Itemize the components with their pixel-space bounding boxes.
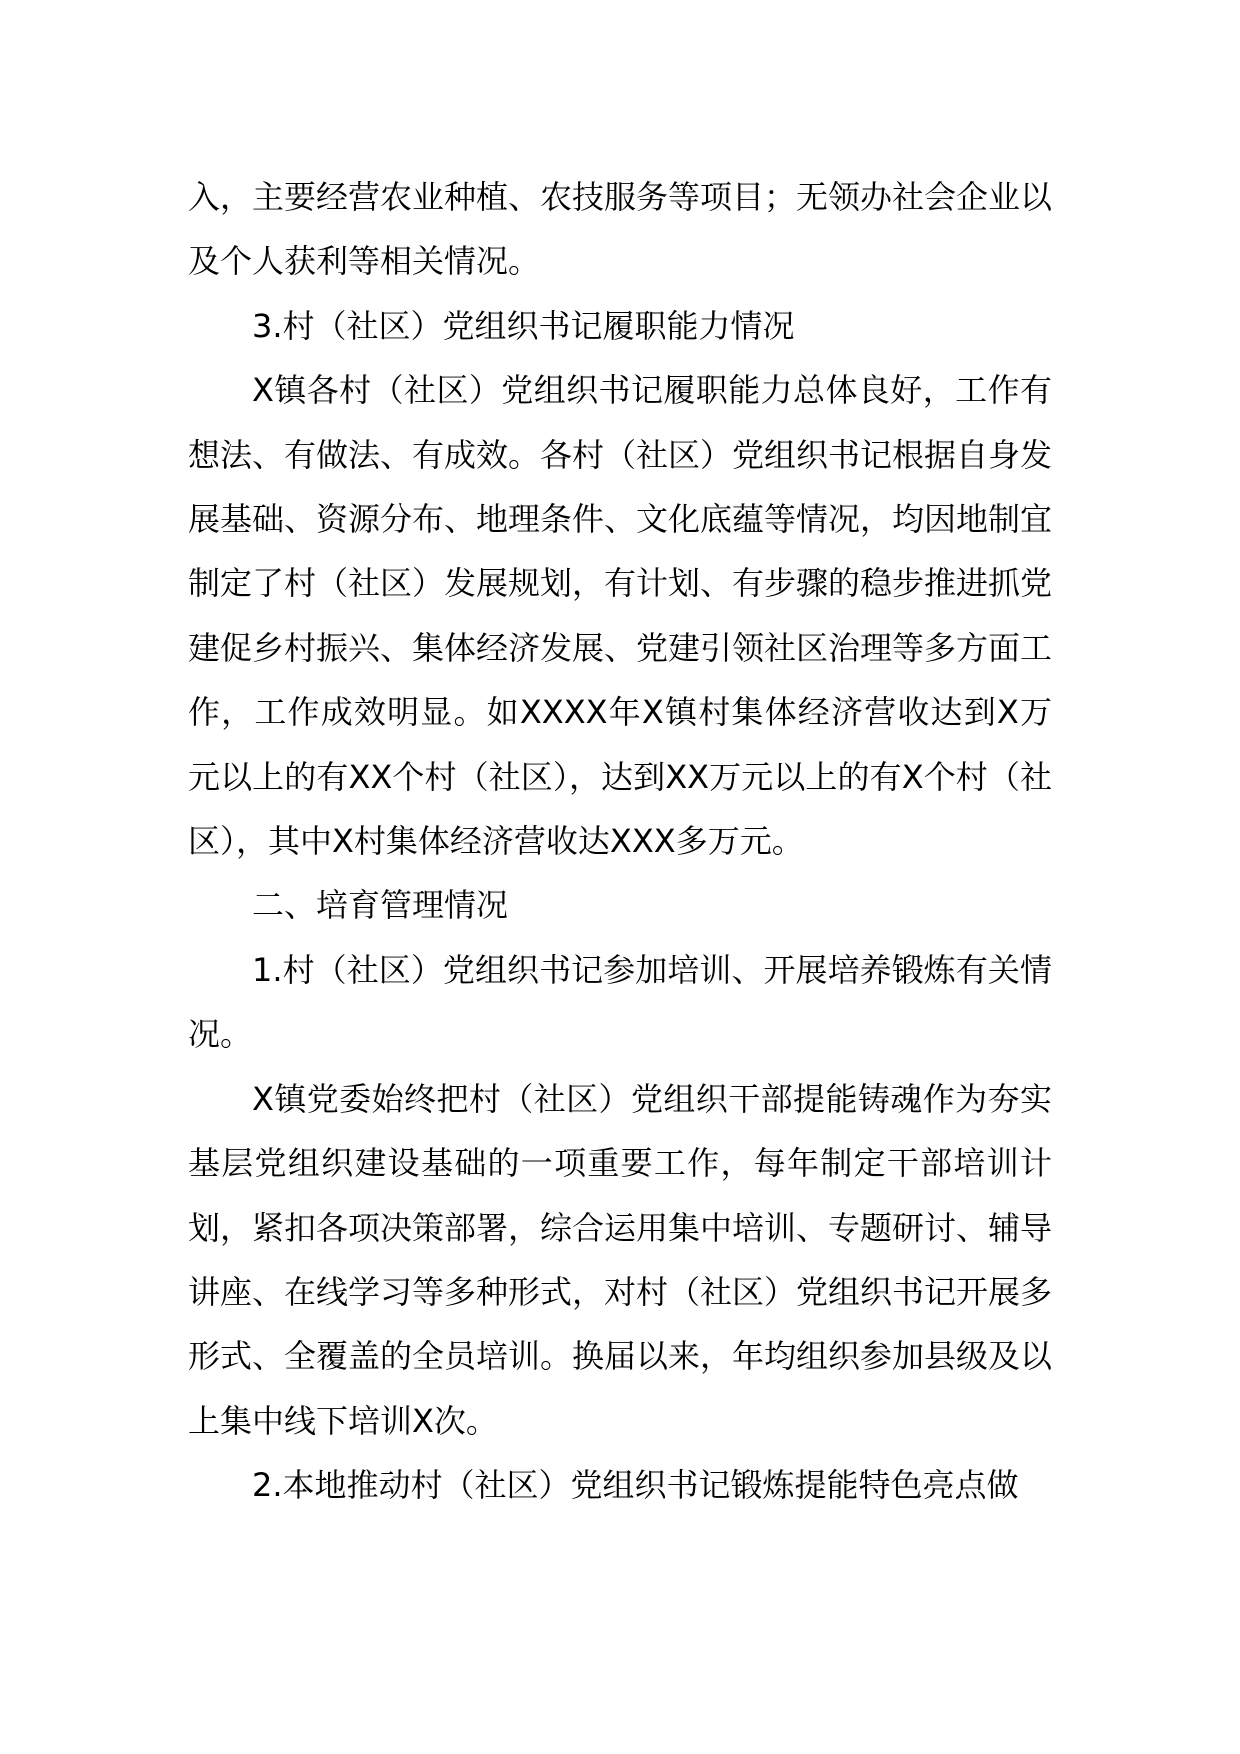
document-body	[188, 165, 1052, 1518]
paragraph-training: X镇党委始终把村（社区）党组织干部提能铸魂作为夯实基层党组织建设基础的一项重要工作，每年制定干部培训计划，紧扣各项决策部署，综合运用集中培训、专题研讨、辅导讲座、在线学习等多种形式，对村（社区）党组织书记开展多形式、全覆盖的全员培训。换届以来，年均组织参加县级及以上集中线下培训X次。	[188, 1079, 1053, 1440]
paragraph-performance: X镇各村（社区）党组织书记履职能力总体良好，工作有想法、有做法、有成效。各村（社区）党组织书记根据自身发展基础、资源分布、地理条件、文化底蕴等情况，均因地制宜制定了村（社区）发展规划，有计划、有步骤的稳步推进抓党建促乡村振兴、集体经济发展、党建引领社区治理等多方面工作，工作成效明显。如XXXX年X镇村集体经济营收达到X万元以上的有XX个村（社区），达到XX万元以上的有X个村（社区），其中X村集体经济营收达XXX多万元。	[188, 371, 1053, 861]
paragraph-continuation: 入，主要经营农业种植、农技服务等项目；无领办社会企业以及个人获利等相关情况。	[188, 178, 1053, 281]
subheading-3: 3.村（社区）党组织书记履职能力情况	[252, 306, 795, 345]
section-heading-2: 二、培育管理情况	[252, 886, 509, 925]
subheading-1: 1.村（社区）党组织书记参加培训、开展培养锻炼有关情况。	[188, 950, 1052, 1054]
subheading-2: 2.本地推动村（社区）党组织书记锻炼提能特色亮点做	[252, 1466, 1019, 1505]
